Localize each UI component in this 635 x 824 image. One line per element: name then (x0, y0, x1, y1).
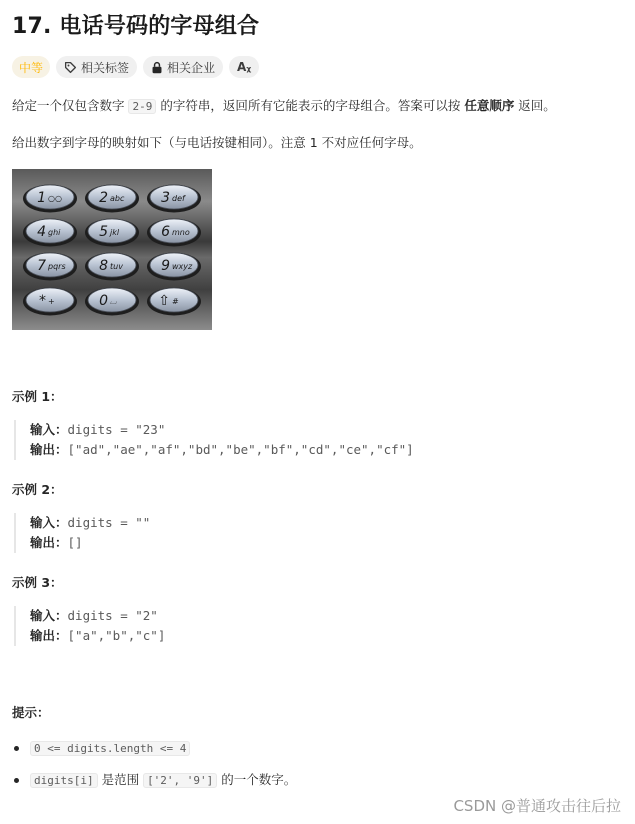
keypad-digit: 8 (99, 258, 108, 274)
example-2-title: 示例 2： (12, 482, 63, 497)
example-1-title: 示例 1： (12, 389, 63, 404)
output-label: 输出： (30, 442, 68, 457)
keypad-letters: tuv (110, 262, 123, 271)
description-paragraph-2: 给出数字到字母的映射如下（与电话按键相同）。注意 1 不对应任何字母。 (12, 135, 422, 150)
description-text: 给定一个仅包含数字 (12, 98, 129, 113)
keypad-letters: ○○ (48, 194, 62, 203)
lock-icon (151, 61, 163, 74)
emphasis-text: 任意顺序 (464, 98, 515, 113)
keypad-letters: pqrs (48, 262, 66, 271)
description-text: 返回。 (514, 98, 556, 113)
constraint-code: ['2', '9'] (143, 773, 217, 788)
example-2-block (14, 513, 150, 553)
constraint-text: 的一个数字。 (217, 772, 297, 787)
keypad-letters: jkl (110, 228, 120, 237)
related-tags-label: 相关标签 (81, 60, 130, 75)
keypad-digit: 4 (37, 224, 46, 240)
keypad-letters: + (48, 297, 55, 306)
input-label: 输入： (30, 515, 68, 530)
related-companies-label: 相关企业 (167, 60, 216, 75)
keypad-digit: 1 (37, 190, 46, 206)
list-item (12, 737, 296, 759)
problem-title: 17. 电话号码的字母组合 (12, 14, 260, 39)
tag-bar (12, 56, 259, 78)
keypad-digit: 0 (99, 293, 108, 309)
keypad-letters: ⌴ (110, 297, 117, 306)
keypad-digit: 3 (161, 190, 170, 206)
difficulty-label: 中等 (19, 60, 44, 75)
output-label: 输出： (30, 628, 68, 643)
tag-icon (64, 61, 77, 74)
digit-range-code: 2-9 (128, 99, 156, 114)
constraint-code: digits[i] (30, 773, 98, 788)
example-1-block (14, 420, 414, 460)
example-3-output: ["a","b","c"] (67, 628, 166, 643)
watermark: CSDN @普通攻击往后拉 (453, 797, 621, 815)
keypad-letters: mno (172, 228, 190, 237)
keypad-letters: # (172, 297, 179, 306)
hints-list (12, 737, 296, 791)
constraint-code: 0 <= digits.length <= 4 (30, 741, 190, 756)
phone-keypad-image (12, 169, 212, 330)
related-tags-button[interactable] (56, 56, 137, 78)
input-label: 输入： (30, 422, 68, 437)
keypad-letters: def (172, 194, 185, 203)
translate-icon: Aᵪ (237, 60, 252, 74)
keypad-digit: 2 (99, 190, 108, 206)
example-3-block (14, 606, 165, 646)
keypad-digit: 6 (161, 224, 170, 240)
description-paragraph-1 (12, 96, 556, 117)
translate-button[interactable] (229, 56, 259, 78)
description-text: 的字符串，返回所有它能表示的字母组合。答案可以按 (156, 98, 465, 113)
keypad-digit: 5 (99, 224, 108, 240)
keypad-digit: ⇧ (158, 293, 170, 309)
keypad-letters: abc (110, 194, 125, 203)
keypad-letters: ghi (48, 228, 61, 237)
list-item (12, 769, 296, 791)
difficulty-badge[interactable] (12, 56, 50, 78)
keypad-digit: 9 (161, 258, 170, 274)
hints-title: 提示： (12, 705, 50, 720)
example-3-input: digits = "2" (67, 608, 158, 623)
keypad-digit: 7 (37, 258, 46, 274)
example-2-input: digits = "" (67, 515, 151, 530)
keypad-letters: wxyz (172, 262, 193, 271)
output-label: 输出： (30, 535, 68, 550)
example-1-output: ["ad","ae","af","bd","be","bf","cd","ce","cf"] (67, 442, 414, 457)
input-label: 输入： (30, 608, 68, 623)
example-1-input: digits = "23" (67, 422, 166, 437)
constraint-text: 是范围 (97, 772, 144, 787)
keypad-digit: * (39, 293, 46, 309)
related-companies-button[interactable] (143, 56, 223, 78)
example-2-output: [] (67, 535, 83, 550)
example-3-title: 示例 3： (12, 575, 63, 590)
